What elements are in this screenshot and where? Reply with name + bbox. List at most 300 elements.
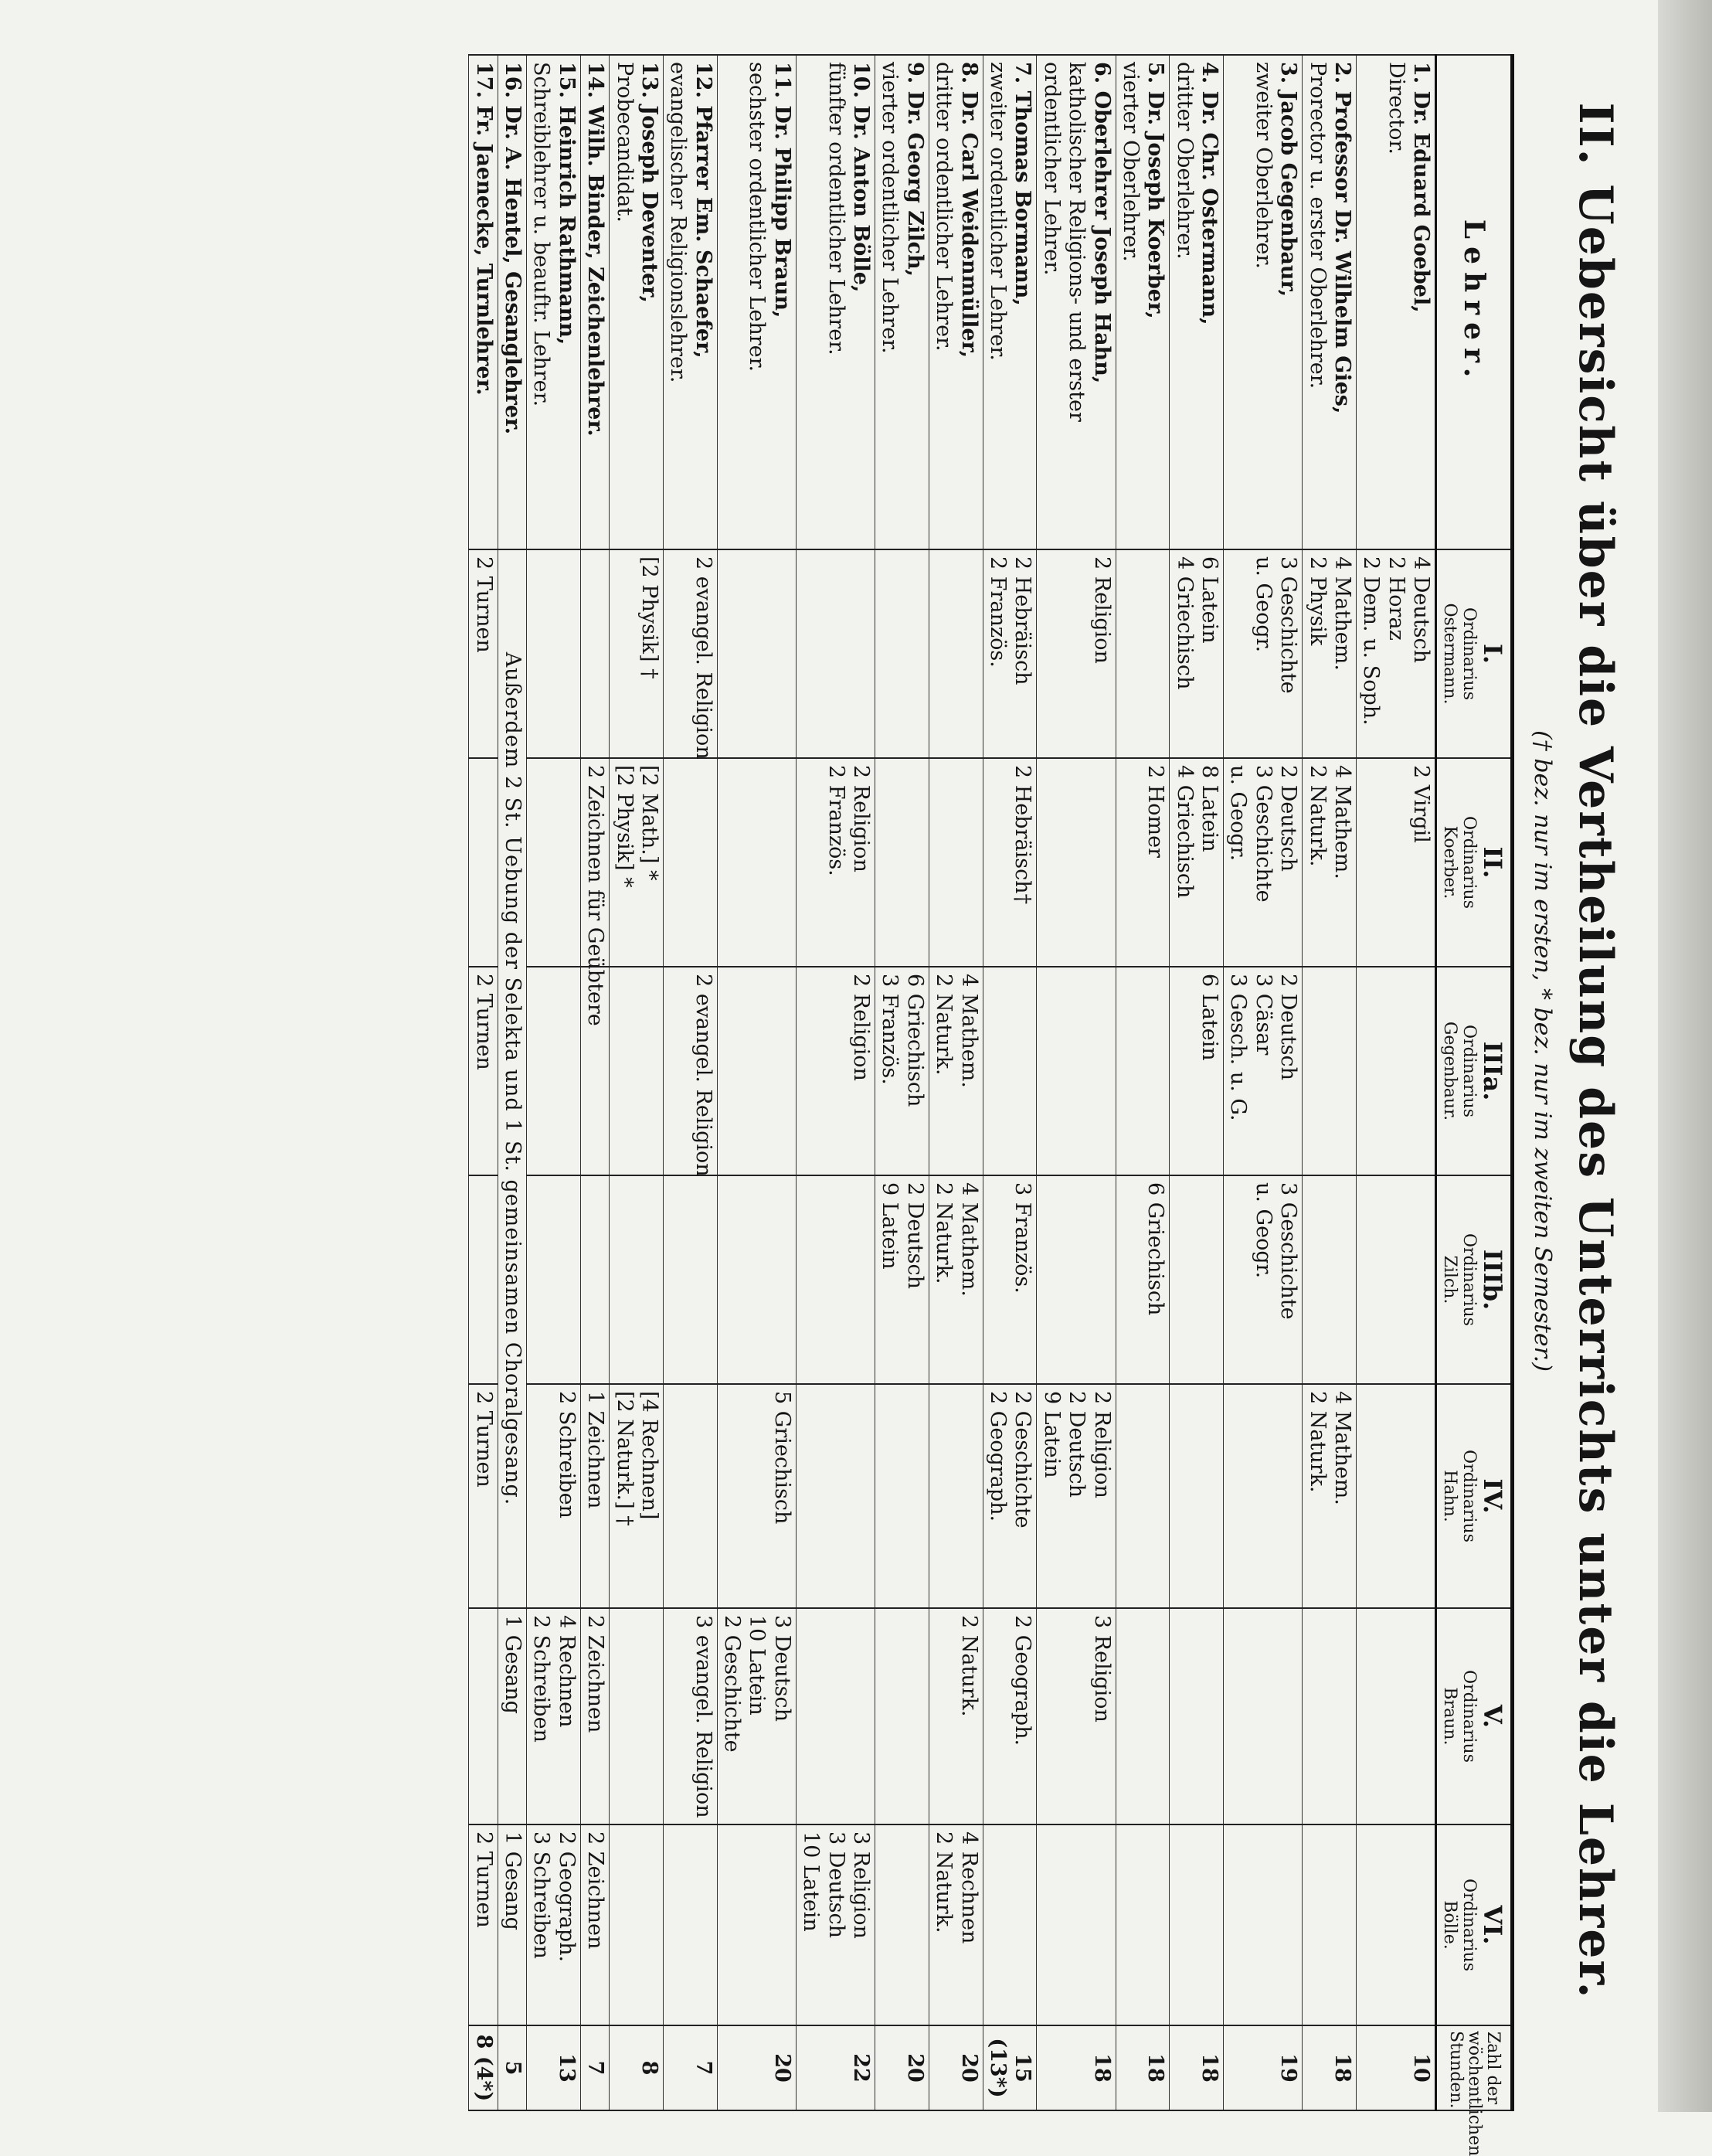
subject-cell <box>663 549 717 758</box>
subject-cell <box>875 549 929 758</box>
subject-entry: 8 Latein <box>1197 765 1222 852</box>
subject-cell <box>469 1608 498 1824</box>
class-ordinarius-label: Ordinarius <box>1459 1879 1479 1971</box>
subject-entry: 9 Latein <box>878 1182 902 1270</box>
teacher-cell <box>580 55 609 549</box>
class-ordinarius-name: Bölle. <box>1440 1900 1460 1950</box>
class-number: V. <box>1478 1704 1507 1729</box>
class-ordinarius-label: Ordinarius <box>1459 1233 1479 1326</box>
subject-cell <box>983 1824 1037 2025</box>
subject-cell <box>875 1824 929 2025</box>
subject-cell <box>1303 1608 1357 1824</box>
teacher-role: Schreiblehrer u. beauftr. Lehrer. <box>529 62 554 407</box>
subject-entry: 4 Griechisch <box>1172 556 1197 690</box>
class-ordinarius-label: Ordinarius <box>1459 607 1479 700</box>
table-row <box>663 55 717 2110</box>
subject-entry: u. Geogr. <box>1251 556 1276 653</box>
subject-cell <box>580 1824 609 2025</box>
teacher-cell <box>1224 55 1303 549</box>
subject-cell <box>498 1608 526 1824</box>
subject-cell <box>875 967 929 1175</box>
subject-cell <box>663 1824 717 2025</box>
subject-entry: u. Geogr. <box>1251 1182 1276 1279</box>
table-row <box>717 55 796 2110</box>
subject-entry: 2 Geschichte <box>720 1615 745 1753</box>
subject-entry: 2 Naturk. <box>1305 1391 1330 1493</box>
subject-entry: 2 Naturk. <box>932 974 956 1076</box>
subject-entry: 6 Griechisch <box>1143 1182 1168 1316</box>
teacher-cell <box>717 55 796 549</box>
teacher-role: Director. <box>1384 62 1408 155</box>
subject-cell <box>717 1824 796 2025</box>
subject-entry: 9 Latein <box>1039 1391 1064 1478</box>
subject-cell <box>1224 549 1303 758</box>
class-ordinarius-name: Ostermann. <box>1440 603 1460 705</box>
table-row <box>469 55 498 2110</box>
subject-entry: 4 Mathem. <box>1330 556 1355 671</box>
subject-entry: 2 Religion <box>849 974 874 1081</box>
subject-cell <box>983 1384 1037 1608</box>
subject-entry: 2 Geograph. <box>985 1391 1010 1522</box>
subject-entry: 5 Griechisch <box>769 1391 794 1525</box>
weekly-hours: 7 <box>580 2025 609 2110</box>
subject-cell <box>580 1384 609 1608</box>
subject-cell <box>929 967 983 1175</box>
teacher-cell <box>469 55 498 549</box>
subject-cell <box>610 549 664 758</box>
subject-entry: 2 Zeichnen <box>583 1831 608 1950</box>
subject-entry: 3 Französ. <box>1011 1182 1035 1294</box>
class-header <box>1436 1384 1513 1608</box>
weekly-hours: 18 <box>1170 2025 1224 2110</box>
subject-cell <box>610 967 664 1175</box>
subject-entry: 2 Geograph. <box>554 1831 579 1963</box>
table-row <box>1170 55 1224 2110</box>
teacher-role: zweiter Oberlehrer. <box>1251 62 1276 269</box>
teacher-cell <box>1037 55 1116 549</box>
subject-entry: [2 Physik] * <box>612 765 637 888</box>
teacher-role: dritter ordentlicher Lehrer. <box>932 62 956 352</box>
table-row <box>1224 55 1303 2110</box>
class-number: IV. <box>1478 1478 1507 1514</box>
table-row <box>929 55 983 2110</box>
subject-cell <box>1037 758 1116 967</box>
subject-cell <box>1357 967 1436 1175</box>
subject-cell <box>469 967 498 1175</box>
table-row <box>796 55 875 2110</box>
subject-entry: 2 Zeichnen <box>583 1615 608 1733</box>
subject-cell <box>1037 1384 1116 1608</box>
teacher-name: 5. Dr. Joseph Koerber, <box>1143 62 1168 319</box>
class-number: IIIb. <box>1478 1249 1507 1311</box>
teacher-name: 8. Dr. Carl Weidenmüller, <box>956 62 981 359</box>
merged-note-cell: Außerdem 2 St. Uebung der Selekta und 1 St. gemeinsamen Choralgesang. <box>498 549 526 1608</box>
subject-entry: 2 Turnen <box>471 1831 496 1928</box>
subject-cell <box>1357 1608 1436 1824</box>
subject-entry: 3 Cäsar <box>1251 974 1276 1056</box>
subject-cell <box>1170 549 1224 758</box>
teacher-role: vierter Oberlehrer. <box>1118 62 1143 262</box>
subject-cell <box>929 758 983 967</box>
subject-cell <box>1357 1384 1436 1608</box>
subject-cell <box>1116 1824 1170 2025</box>
subject-entry: 3 Gesch. u. G. <box>1226 974 1251 1121</box>
table-row <box>875 55 929 2110</box>
subject-entry: 2 Religion <box>1089 1391 1114 1498</box>
subject-entry: 2 Physik <box>1305 556 1330 646</box>
subject-entry: 2 Geschichte <box>1011 1391 1035 1529</box>
subject-cell <box>1303 967 1357 1175</box>
class-ordinarius-name: Braun. <box>1440 1687 1460 1746</box>
weekly-hours: 22 <box>796 2025 875 2110</box>
subject-cell <box>875 1384 929 1608</box>
subject-cell <box>1116 1175 1170 1384</box>
subject-cell <box>610 1384 664 1608</box>
weekly-hours: 20 <box>875 2025 929 2110</box>
subject-cell <box>580 549 609 758</box>
subject-entry: 4 Mathem. <box>1330 1391 1355 1505</box>
table-row <box>1303 55 1357 2110</box>
subject-entry: 3 Geschichte <box>1251 765 1276 903</box>
teacher-name: 3. Jacob Gegenbaur, <box>1276 62 1301 298</box>
teacher-name: 9. Dr. Georg Zilch, <box>902 62 927 277</box>
subject-cell <box>929 549 983 758</box>
weekly-hours: 7 <box>663 2025 717 2110</box>
page-edge <box>1658 0 1712 2112</box>
subject-cell <box>1357 1824 1436 2025</box>
subject-entry: 3 Schreiben <box>529 1831 554 1959</box>
subject-entry: 6 Griechisch <box>902 974 927 1107</box>
teacher-role: vierter ordentlicher Lehrer. <box>878 62 902 354</box>
class-header <box>1436 549 1513 758</box>
subject-entry: 3 Deutsch <box>824 1831 848 1938</box>
subject-cell <box>1116 758 1170 967</box>
subject-entry: 4 Rechnen <box>956 1831 981 1944</box>
subject-entry: 2 Naturk. <box>932 1182 956 1284</box>
weekly-hours: 20 <box>929 2025 983 2110</box>
subject-cell <box>717 1608 796 1824</box>
subject-cell <box>1224 967 1303 1175</box>
class-header <box>1436 967 1513 1175</box>
subject-entry: 2 Turnen <box>471 974 496 1070</box>
subject-entry: u. Geogr. <box>1226 765 1251 862</box>
subject-cell <box>498 1824 526 2025</box>
subject-cell <box>580 1175 609 1384</box>
teacher-role: Prorector u. erster Oberlehrer. <box>1305 62 1330 389</box>
teacher-role: katholischer Religions- und erster ordentlicher Lehrer. <box>1039 62 1089 422</box>
teacher-name: 10. Dr. Anton Bölle, <box>849 62 874 293</box>
weekly-hours: 18 <box>1037 2025 1116 2110</box>
subject-entry: 2 Deutsch <box>1065 1391 1089 1498</box>
subject-entry: 3 evangel. Religion <box>691 1615 715 1818</box>
teacher-cell <box>1116 55 1170 549</box>
distribution-table <box>468 54 1514 2156</box>
subject-cell <box>983 1608 1037 1824</box>
table-row <box>526 55 580 2110</box>
class-ordinarius-label: Ordinarius <box>1459 816 1479 909</box>
subject-cell <box>1224 1384 1303 1608</box>
teacher-role: dritter Oberlehrer. <box>1172 62 1197 260</box>
teacher-cell <box>983 55 1037 549</box>
class-ordinarius-label: Ordinarius <box>1459 1670 1479 1763</box>
subject-entry: 4 Mathem. <box>1330 765 1355 879</box>
teacher-header: Lehrer. <box>1436 55 1513 549</box>
subject-cell <box>796 1175 875 1384</box>
subject-cell <box>1224 1824 1303 2025</box>
subject-cell <box>796 1608 875 1824</box>
subject-cell <box>1170 1824 1224 2025</box>
hours-header <box>1436 2025 1513 2156</box>
weekly-hours: 10 <box>1357 2025 1436 2110</box>
subject-cell <box>469 1175 498 1384</box>
teacher-name: 4. Dr. Chr. Ostermann, <box>1197 62 1222 325</box>
teacher-cell <box>1303 55 1357 549</box>
subject-cell <box>1357 549 1436 758</box>
subject-cell <box>663 1384 717 1608</box>
teacher-cell <box>875 55 929 549</box>
subject-entry: 4 Mathem. <box>956 974 981 1088</box>
class-ordinarius-label: Ordinarius <box>1459 1450 1479 1542</box>
teacher-name: 15. Heinrich Rathmann, <box>554 62 579 345</box>
subject-entry: 2 Naturk. <box>932 1831 956 1933</box>
subject-cell <box>1170 1384 1224 1608</box>
weekly-hours: 15 (13*) <box>983 2025 1037 2110</box>
teacher-name: 1. Dr. Eduard Goebel, <box>1409 62 1434 313</box>
teacher-name: 2. Professor Dr. Wilhelm Gies, <box>1330 62 1355 414</box>
rotated-page <box>54 31 1622 2156</box>
subject-cell <box>580 758 609 1026</box>
subject-entry: 2 Deutsch <box>902 1182 927 1289</box>
subject-entry: 2 Geograph. <box>1011 1615 1035 1746</box>
class-ordinarius-label: Ordinarius <box>1459 1025 1479 1117</box>
subject-entry: 4 Deutsch <box>1409 556 1434 663</box>
subject-cell <box>929 1175 983 1384</box>
teacher-role: sechster ordentlicher Lehrer. <box>745 62 769 372</box>
subject-cell <box>1357 1175 1436 1384</box>
subject-cell <box>526 1384 580 1608</box>
subject-cell <box>1116 1384 1170 1608</box>
subject-cell <box>717 549 796 758</box>
subject-entry: 3 Geschichte <box>1276 556 1301 694</box>
subject-cell <box>469 549 498 758</box>
weekly-hours: 18 <box>1303 2025 1357 2110</box>
teacher-name: 14. Wilh. Binder, Zeichenlehrer. <box>583 62 608 437</box>
subject-cell <box>610 758 664 967</box>
subject-entry: 2 Zeichnen für Geübtere <box>583 765 608 1026</box>
subject-cell <box>717 758 796 967</box>
subject-cell <box>875 758 929 967</box>
class-number: II. <box>1478 846 1507 879</box>
subject-entry: 1 Zeichnen <box>583 1391 608 1509</box>
teacher-cell <box>796 55 875 549</box>
weekly-hours: 8 <box>610 2025 664 2110</box>
subject-entry: 2 Französ. <box>824 765 848 876</box>
subject-entry: 2 Deutsch <box>1276 974 1301 1080</box>
class-ordinarius-name: Zilch. <box>1440 1255 1460 1304</box>
subject-cell <box>796 758 875 967</box>
table-row <box>1357 55 1436 2110</box>
subject-entry: 2 evangel. Religion <box>691 556 715 760</box>
subject-entry: 4 Mathem. <box>956 1182 981 1297</box>
hours-header-label: Zahl der wöchentlichen Stunden. <box>1445 2031 1503 2156</box>
teacher-name: 13. Joseph Deventer, <box>637 62 661 303</box>
subject-entry: 4 Rechnen <box>554 1615 579 1728</box>
subject-cell <box>663 758 717 967</box>
subject-cell <box>1037 1608 1116 1824</box>
class-header <box>1436 1608 1513 1824</box>
class-header <box>1436 758 1513 967</box>
subject-cell <box>1116 1608 1170 1824</box>
subject-cell <box>526 1608 580 1824</box>
subject-entry: 2 Homer <box>1143 765 1168 859</box>
subject-cell <box>1170 1608 1224 1824</box>
teacher-name: 17. Fr. Jaenecke, Turnlehrer. <box>471 62 496 396</box>
subject-cell <box>875 1175 929 1384</box>
teacher-cell <box>610 55 664 549</box>
subject-entry: 3 Deutsch <box>769 1615 794 1722</box>
subject-entry: 3 Religion <box>1089 1615 1114 1722</box>
teacher-name: 6. Oberlehrer Joseph Hahn, <box>1089 62 1114 384</box>
subject-entry: 10 Latein <box>745 1615 769 1716</box>
teacher-name: 11. Dr. Philipp Braun, <box>769 62 794 318</box>
teacher-role: fünfter ordentlicher Lehrer. <box>824 62 848 355</box>
subject-cell <box>1037 1824 1116 2025</box>
teacher-cell <box>1170 55 1224 549</box>
table-row <box>1116 55 1170 2110</box>
subject-entry: [2 Physik] † <box>637 556 661 679</box>
subject-cell <box>1303 758 1357 967</box>
table-row <box>498 55 526 2110</box>
subject-cell <box>1303 549 1357 758</box>
subject-cell <box>469 1384 498 1608</box>
teacher-name: 16. Dr. A. Hentel, Gesanglehrer. <box>500 62 525 435</box>
subject-entry: 2 evangel. Religion <box>691 974 715 1177</box>
subject-cell <box>526 1175 580 1384</box>
subject-entry: 10 Latein <box>799 1831 824 1932</box>
subject-entry: 3 Geschichte <box>1276 1182 1301 1320</box>
subject-cell <box>929 1608 983 1824</box>
subject-cell <box>1037 549 1116 758</box>
subject-cell <box>929 1384 983 1608</box>
subject-entry: 2 Französ. <box>985 556 1010 668</box>
class-number: IIIa. <box>1478 1041 1507 1101</box>
subject-cell <box>1170 758 1224 967</box>
subject-entry: [4 Rechnen] <box>637 1391 661 1520</box>
table-row <box>610 55 664 2110</box>
subject-entry: 2 Horaz <box>1384 556 1408 641</box>
teacher-cell <box>1357 55 1436 549</box>
subject-cell <box>1170 1175 1224 1384</box>
class-ordinarius-name: Gegenbaur. <box>1440 1021 1460 1121</box>
subject-cell <box>717 967 796 1175</box>
subject-entry: 3 Französ. <box>878 974 902 1085</box>
subject-entry: 2 Virgil <box>1409 765 1434 843</box>
table-row <box>1037 55 1116 2110</box>
teacher-role: zweiter ordentlicher Lehrer. <box>985 62 1010 361</box>
teacher-cell <box>498 55 526 549</box>
table-body <box>469 55 1436 2110</box>
weekly-hours: 20 <box>717 2025 796 2110</box>
subject-cell <box>526 1824 580 2025</box>
weekly-hours: 8 (4*) <box>469 2025 498 2110</box>
subject-entry: 2 Naturk. <box>1305 765 1330 867</box>
subject-cell <box>983 1175 1037 1384</box>
subject-cell <box>1224 758 1303 967</box>
weekly-hours: 19 <box>1224 2025 1303 2110</box>
subject-cell <box>1224 1175 1303 1384</box>
subject-entry: 3 Religion <box>849 1831 874 1939</box>
table-row <box>580 55 609 2110</box>
subject-cell <box>717 1175 796 1384</box>
teacher-name: 12. Pfarrer Em. Schaefer, <box>691 62 715 359</box>
teacher-cell <box>929 55 983 549</box>
subject-entry: 4 Griechisch <box>1172 765 1197 899</box>
subject-cell <box>526 967 580 1175</box>
subject-cell <box>1037 1175 1116 1384</box>
subject-cell <box>1116 967 1170 1175</box>
subject-entry: [2 Math.] * <box>637 765 661 881</box>
subject-cell <box>1357 758 1436 967</box>
subject-cell <box>1170 967 1224 1175</box>
subject-cell <box>663 1608 717 1824</box>
teacher-role: Probecandidat. <box>612 62 637 223</box>
class-number: I. <box>1478 643 1507 665</box>
subject-cell <box>469 1824 498 2025</box>
subject-cell <box>1037 967 1116 1175</box>
subject-cell <box>663 1175 717 1384</box>
subject-cell <box>1303 1175 1357 1384</box>
subject-cell <box>526 758 580 967</box>
subject-entry: 2 Hebräisch† <box>1011 765 1035 905</box>
teacher-cell <box>526 55 580 549</box>
teacher-role: evangelischer Religionslehrer. <box>666 62 691 383</box>
subject-cell <box>1303 1824 1357 2025</box>
subject-cell <box>983 549 1037 758</box>
subject-entry: 2 Schreiben <box>554 1391 579 1518</box>
weekly-hours: 13 <box>526 2025 580 2110</box>
subject-cell <box>580 1608 609 1824</box>
class-header <box>1436 1824 1513 2025</box>
subject-entry: 6 Latein <box>1197 556 1222 644</box>
subject-entry: 2 Deutsch <box>1276 765 1301 872</box>
class-ordinarius-name: Koerber. <box>1440 825 1460 899</box>
subject-cell <box>929 1824 983 2025</box>
subject-cell <box>983 758 1037 967</box>
subject-entry: 2 Religion <box>1089 556 1114 664</box>
page-title: II. Uebersicht über die Vertheilung des Unterrichts unter die Lehrer. <box>1568 102 1622 2000</box>
subject-entry: 2 Religion <box>849 765 874 872</box>
class-header <box>1436 1175 1513 1384</box>
subject-cell <box>610 1175 664 1384</box>
class-number: VI. <box>1478 1905 1507 1945</box>
subject-entry: 1 Gesang <box>500 1615 525 1714</box>
subject-cell <box>796 549 875 758</box>
subject-cell <box>663 967 717 1175</box>
subject-entry: 2 Turnen <box>471 556 496 653</box>
subject-cell <box>875 1608 929 1824</box>
header-row <box>1436 55 1513 2110</box>
subject-cell <box>469 758 498 967</box>
weekly-hours: 18 <box>1116 2025 1170 2110</box>
subject-cell <box>717 1384 796 1608</box>
subject-entry: 2 Schreiben <box>529 1615 554 1743</box>
subject-entry: 2 Turnen <box>471 1391 496 1488</box>
subject-cell <box>796 1384 875 1608</box>
teacher-name: 7. Thomas Bormann, <box>1011 62 1035 306</box>
subject-entry: 2 Naturk. <box>956 1615 981 1717</box>
subject-cell <box>610 1608 664 1824</box>
subject-cell <box>526 549 580 758</box>
